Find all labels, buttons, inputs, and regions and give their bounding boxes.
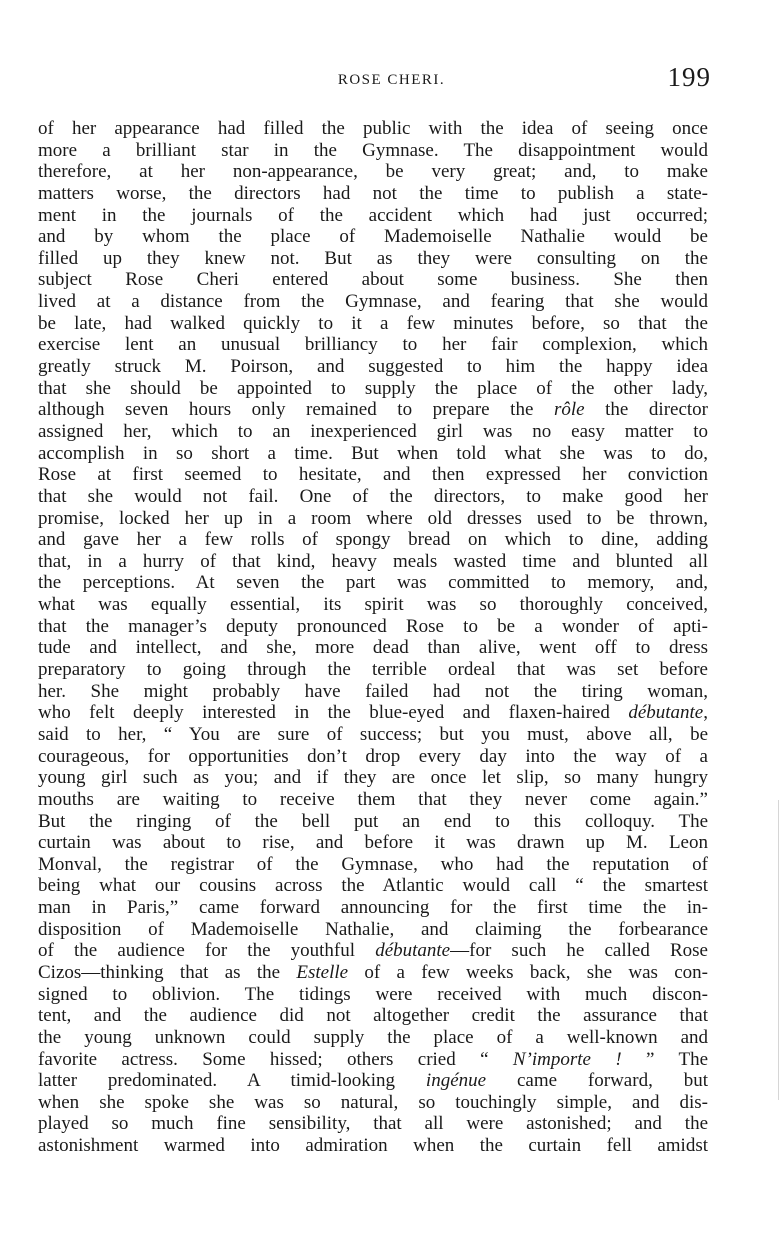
running-head <box>0 62 783 92</box>
text-line: greatly struck M. Poirson, and suggested to him the happy idea <box>38 356 708 378</box>
text-segment: latter predominated. A timid-looking <box>38 1070 426 1092</box>
text-line <box>38 702 708 724</box>
text-line: the young unknown could supply the place of a well-known and <box>38 1026 708 1048</box>
text-line: tent, and the audience did not altogether credit the assurance that <box>38 1005 708 1027</box>
text-line: being what our cousins across the Atlantic would call “ the smartest <box>38 875 708 897</box>
text-segment: of the audience for the youthful <box>38 940 376 962</box>
text-line: filled up they knew not. But as they were consulting on the <box>38 247 708 269</box>
text-line: ment in the journals of the accident which had just occurred; <box>38 204 708 226</box>
text-line: But the ringing of the bell put an end to this colloquy. The <box>38 810 708 832</box>
text-segment: —for such he called Rose <box>450 940 708 962</box>
text-line: assigned her, which to an inexperienced girl was no easy matter to <box>38 420 708 442</box>
text-segment: although seven hours only remained to prepare the <box>38 399 554 421</box>
text-segment: ” The <box>621 1048 709 1070</box>
text-line: that she should be appointed to supply the place of the other lady, <box>38 377 708 399</box>
text-line: preparatory to going through the terrible ordeal that was set before <box>38 659 708 681</box>
text-line: and gave her a few rolls of spongy bread on which to dine, adding <box>38 529 708 551</box>
text-line: mouths are waiting to receive them that they never come again.” <box>38 788 708 810</box>
text-line <box>38 940 708 962</box>
text-line: her. She might probably have failed had not the tiring woman, <box>38 680 708 702</box>
text-segment: who felt deeply interested in the blue-eyed and flaxen-haired <box>38 702 629 724</box>
text-line: promise, locked her up in a room where old dresses used to be thrown, <box>38 507 708 529</box>
text-line: therefore, at her non-appearance, be very great; and, to make <box>38 161 708 183</box>
text-line: be late, had walked quickly to it a few minutes before, so that the <box>38 312 708 334</box>
text-line <box>38 399 708 421</box>
text-line: exercise lent an unusual brilliancy to her fair complexion, which <box>38 334 708 356</box>
italic-phrase: ingénue <box>425 1070 487 1092</box>
text-line <box>38 962 708 984</box>
text-line: signed to oblivion. The tidings were received with much discon- <box>38 983 708 1005</box>
italic-phrase: N’importe ! <box>512 1048 622 1070</box>
text-line: matters worse, the directors had not the time to publish a state- <box>38 182 708 204</box>
text-line: that she would not fail. One of the directors, to make good her <box>38 485 708 507</box>
text-line: the perceptions. At seven the part was committed to memory, and, <box>38 572 708 594</box>
text-line: played so much fine sensibility, that all were astonished; and the <box>38 1113 708 1135</box>
text-line: of her appearance had filled the public with the idea of seeing once <box>38 118 708 139</box>
italic-phrase: débutante <box>628 702 704 724</box>
text-line: when she spoke she was so natural, so touchingly simple, and dis- <box>38 1091 708 1113</box>
text-line: that the manager’s deputy pronounced Rose to be a wonder of apti- <box>38 615 708 637</box>
text-line: Rose at first seemed to hesitate, and then expressed her conviction <box>38 464 708 486</box>
text-segment: favorite actress. Some hissed; others cried “ <box>38 1048 513 1070</box>
text-line: man in Paris,” came forward announcing for the first time the in- <box>38 897 708 919</box>
italic-phrase: Estelle <box>296 961 349 983</box>
text-line: young girl such as you; and if they are once let slip, so many hungry <box>38 767 708 789</box>
text-line: lived at a distance from the Gymnase, and fearing that she would <box>38 291 708 313</box>
text-line: said to her, “ You are sure of success; but you must, above all, be <box>38 723 708 745</box>
text-line: tude and intellect, and she, more dead than alive, went off to dress <box>38 637 708 659</box>
page-number: 199 <box>667 62 711 92</box>
running-title: ROSE CHERI. <box>337 72 446 88</box>
text-line: and by whom the place of Mademoiselle Nathalie would be <box>38 226 708 248</box>
text-segment: of a few weeks back, she was con- <box>348 961 708 983</box>
text-line: disposition of Mademoiselle Nathalie, and claiming the forbearance <box>38 918 708 940</box>
text-line: astonishment warmed into admiration when the curtain fell amidst <box>38 1135 708 1157</box>
text-line: what was equally essential, its spirit was so thoroughly conceived, <box>38 594 708 616</box>
body-text <box>38 118 708 1157</box>
text-line: subject Rose Cheri entered about some business. She then <box>38 269 708 291</box>
italic-phrase: débutante <box>375 940 451 962</box>
text-line: that, in a hurry of that kind, heavy meals wasted time and blunted all <box>38 550 708 572</box>
text-segment: came forward, but <box>486 1070 708 1092</box>
scan-edge-line <box>778 800 779 1100</box>
text-segment: the director <box>584 399 708 421</box>
text-segment: Cizos—thinking that as the <box>38 961 297 983</box>
text-segment: , <box>703 702 708 724</box>
text-line: curtain was about to rise, and before it was drawn up M. Leon <box>38 832 708 854</box>
text-line: Monval, the registrar of the Gymnase, who had the reputation of <box>38 853 708 875</box>
text-line <box>38 1049 708 1071</box>
text-line <box>38 1070 708 1092</box>
text-line: courageous, for opportunities don’t drop every day into the way of a <box>38 745 708 767</box>
text-line: more a brilliant star in the Gymnase. The disappointment would <box>38 139 708 161</box>
text-line: accomplish in so short a time. But when told what she was to do, <box>38 442 708 464</box>
italic-phrase: rôle <box>553 399 585 421</box>
